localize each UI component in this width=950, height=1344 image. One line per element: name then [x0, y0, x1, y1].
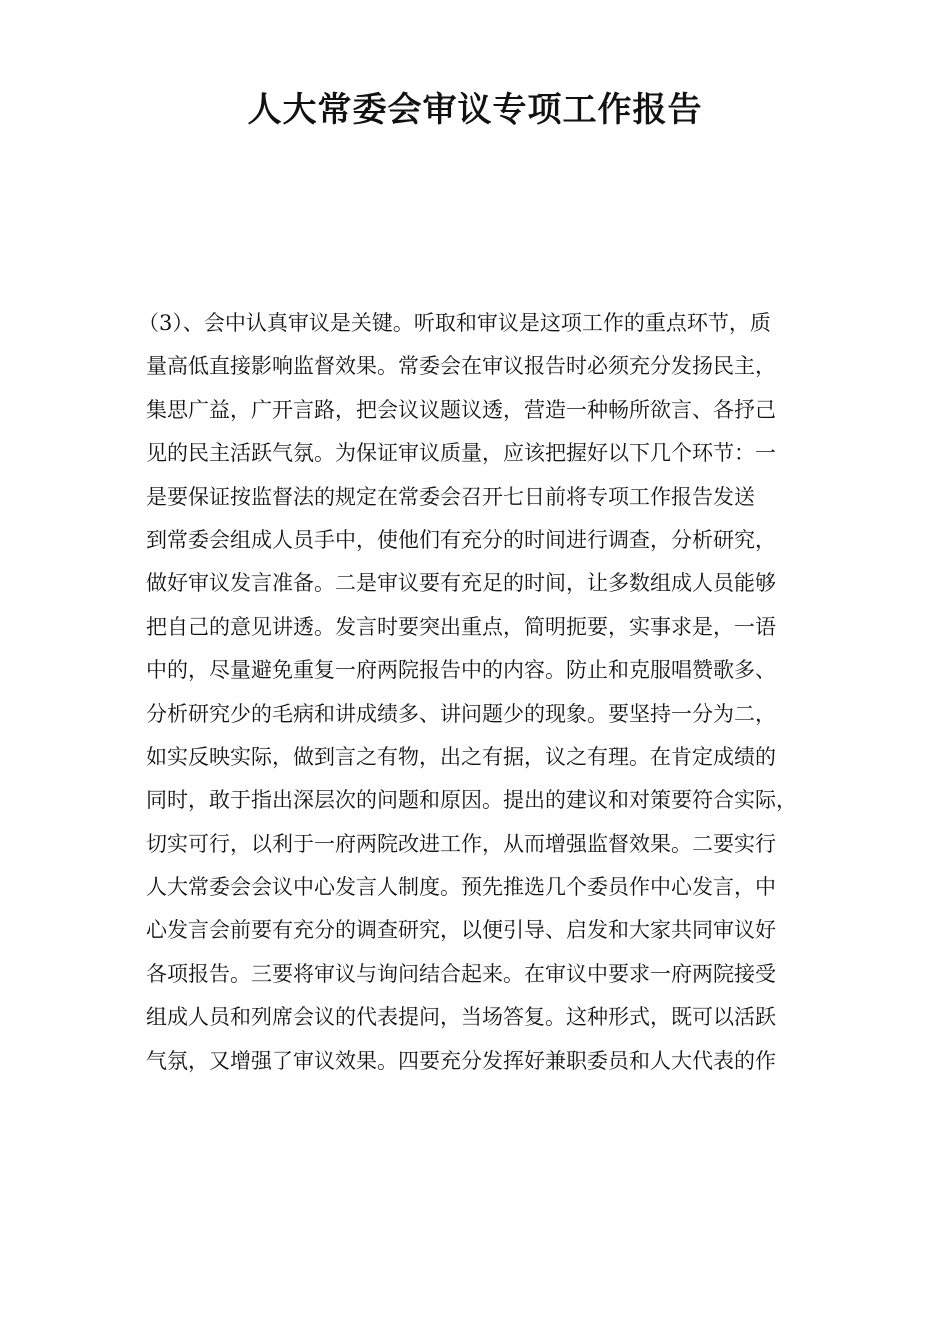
paragraph-line: 如实反映实际，做到言之有物，出之有据，议之有理。在肯定成绩的 [146, 744, 776, 769]
paragraph-line: 见的民主活跃气氛。为保证审议质量，应该把握好以下几个环节：一 [146, 441, 776, 466]
paragraph-line: 气氛，又增强了审议效果。四要充分发挥好兼职委员和人大代表的作 [146, 1048, 776, 1073]
paragraph-line: 分析研究少的毛病和讲成绩多、讲问题少的现象。要坚持一分为二， [146, 701, 776, 726]
paragraph-line: 心发言会前要有充分的调查研究，以便引导、启发和大家共同审议好 [146, 918, 776, 943]
paragraph-line: 是要保证按监督法的规定在常委会召开七日前将专项工作报告发送 [146, 484, 755, 509]
body-paragraph [138, 302, 826, 1083]
paragraph-line: 人大常委会会议中心发言人制度。预先推选几个委员作中心发言，中 [146, 875, 776, 900]
paragraph-line: 做好审议发言准备。二是审议要有充足的时间，让多数组成人员能够 [146, 571, 776, 596]
paragraph-line: 切实可行，以利于一府两院改进工作，从而增强监督效果。二要实行 [146, 831, 776, 856]
paragraph-line: 把自己的意见讲透。发言时要突出重点，简明扼要，实事求是，一语 [146, 614, 776, 639]
paragraph-line: （3）、会中认真审议是关键。听取和审议是这项工作的重点环节，质 [138, 311, 771, 335]
paragraph-line: 各项报告。三要将审议与询问结合起来。在审议中要求一府两院接受 [146, 961, 776, 986]
paragraph-line: 同时，敢于指出深层次的问题和原因。提出的建议和对策要符合实际， [146, 788, 797, 813]
paragraph-line: 到常委会组成人员手中，使他们有充分的时间进行调查，分析研究， [146, 527, 776, 552]
paragraph-line: 集思广益，广开言路，把会议议题议透，营造一种畅所欲言、各抒己 [146, 397, 776, 422]
paragraph-line: 组成人员和列席会议的代表提问，当场答复。这种形式，既可以活跃 [146, 1005, 776, 1030]
paragraph-line: 量高低直接影响监督效果。常委会在审议报告时必须充分发扬民主， [146, 354, 776, 379]
document-title: 人大常委会审议专项工作报告 [247, 90, 703, 130]
paragraph-line: 中的，尽量避免重复一府两院报告中的内容。防止和克服唱赞歌多、 [146, 658, 776, 683]
